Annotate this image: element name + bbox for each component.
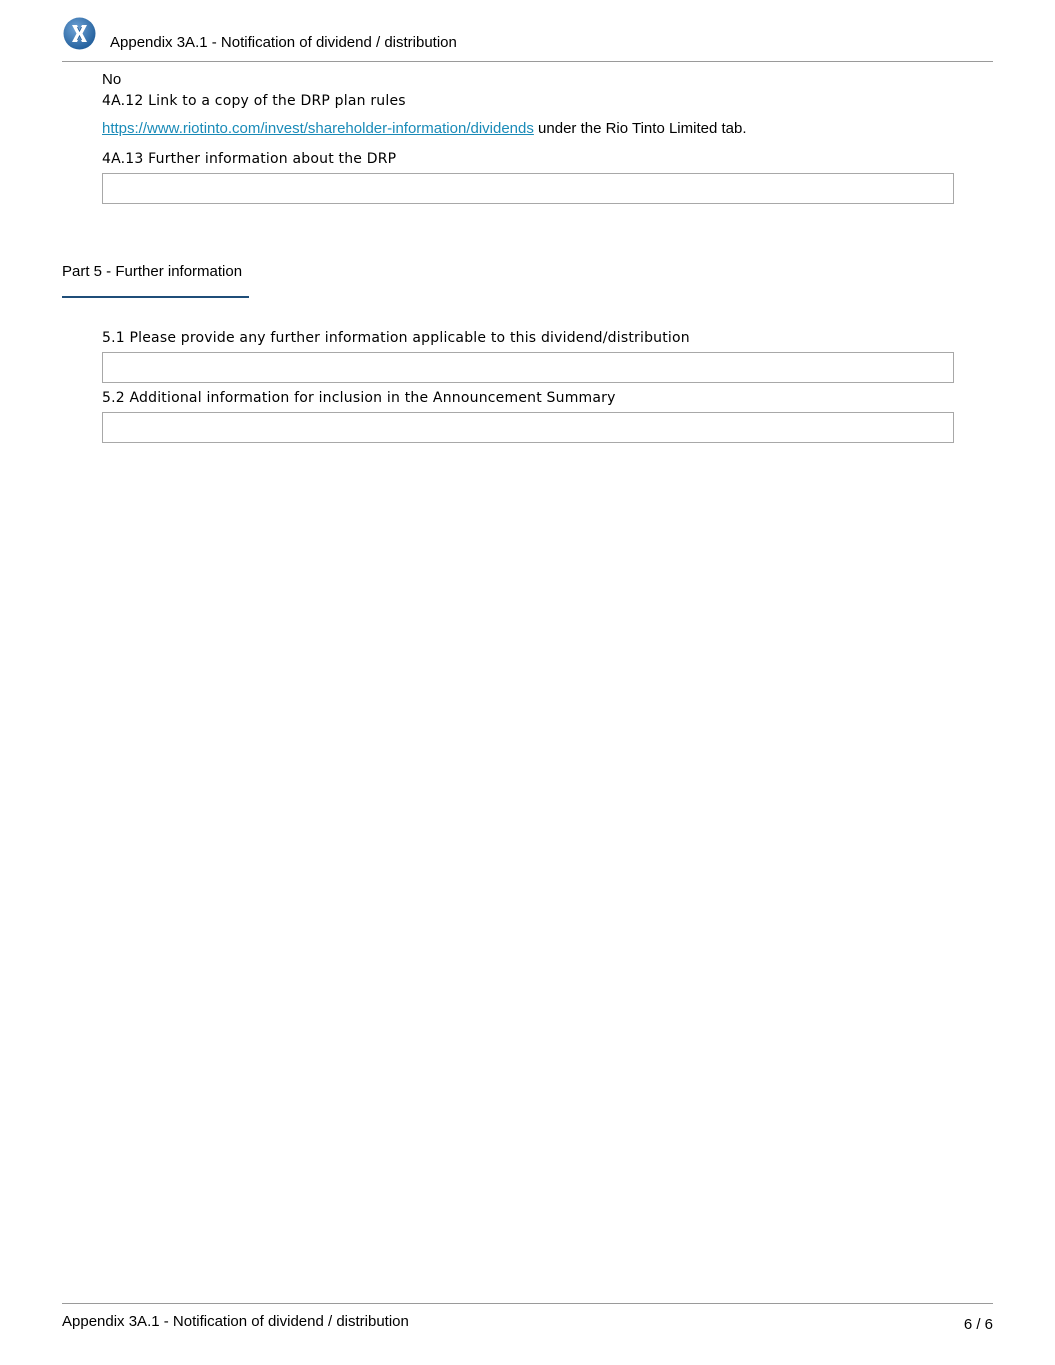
footer-divider: [62, 1303, 993, 1304]
question-52-label: 5.2 Additional information for inclusion in the Announcement Summary: [102, 390, 616, 406]
footer-title: Appendix 3A.1 - Notification of dividend / distribution: [62, 1313, 409, 1330]
question-4a12-label: 4A.12 Link to a copy of the DRP plan rules: [102, 93, 406, 109]
drp-rules-suffix: under the Rio Tinto Limited tab.: [533, 120, 747, 137]
header-divider: [62, 61, 993, 62]
previous-answer: No: [102, 71, 122, 88]
asx-logo-icon: [63, 17, 96, 50]
part5-heading-underline: [62, 296, 249, 298]
question-51-label: 5.1 Please provide any further information applicable to this dividend/distribution: [102, 330, 690, 346]
question-4a13-label: 4A.13 Further information about the DRP: [102, 151, 397, 167]
header-title: Appendix 3A.1 - Notification of dividend / distribution: [110, 34, 457, 51]
further-info-field: [102, 352, 954, 383]
announcement-summary-field: [102, 412, 954, 443]
page-indicator: 6 / 6: [963, 1316, 993, 1333]
drp-rules-answer: [102, 120, 747, 138]
drp-further-info-field: [102, 173, 954, 204]
part5-heading: Part 5 - Further information: [62, 263, 243, 280]
drp-rules-link[interactable]: https://www.riotinto.com/invest/shareholder-information/dividends: [102, 120, 534, 137]
